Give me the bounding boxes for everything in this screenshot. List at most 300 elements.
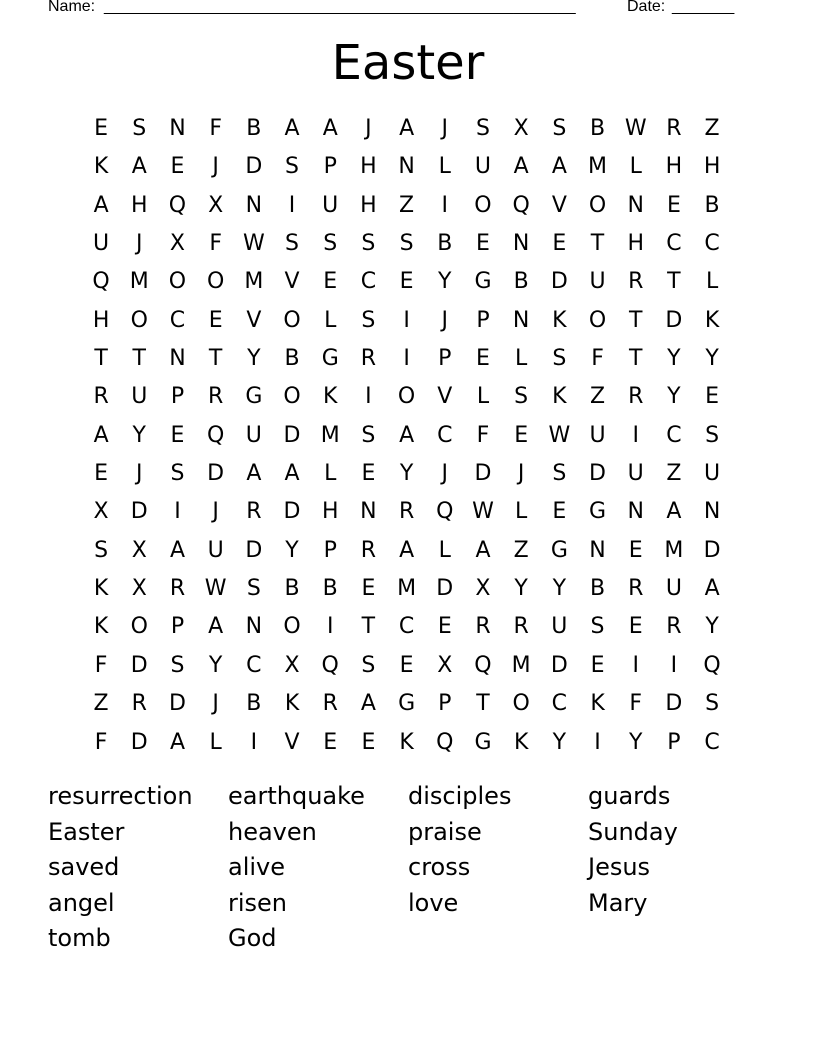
grid-letter: S <box>705 691 720 717</box>
grid-letter: U <box>704 461 721 487</box>
grid-letter: G <box>474 729 492 755</box>
grid-letter: E <box>514 422 529 448</box>
grid-row <box>82 724 732 762</box>
grid-letter: I <box>670 652 678 678</box>
grid-letter: A <box>360 691 376 717</box>
grid-letter: E <box>437 614 452 640</box>
grid-letter: R <box>398 499 415 525</box>
word-list-item: praise <box>408 817 482 846</box>
grid-row <box>82 378 732 416</box>
grid-letter: K <box>93 614 109 640</box>
grid-letter: F <box>209 116 222 141</box>
grid-letter: O <box>130 614 148 640</box>
grid-row <box>82 608 732 646</box>
grid-letter: T <box>628 346 643 372</box>
grid-letter: M <box>588 154 608 180</box>
grid-letter: G <box>398 691 416 717</box>
grid-letter: A <box>208 614 224 640</box>
grid-letter: A <box>169 729 185 755</box>
grid-row <box>82 455 732 493</box>
grid-letter: T <box>628 307 643 333</box>
grid-letter: H <box>665 154 683 180</box>
word-list-item: love <box>408 888 459 917</box>
grid-letter: G <box>245 384 263 410</box>
grid-letter: J <box>517 461 525 487</box>
grid-letter: O <box>588 192 607 218</box>
grid-letter: K <box>93 576 109 602</box>
grid-letter: J <box>212 499 219 525</box>
grid-letter: U <box>322 192 339 218</box>
word-list-item: resurrection <box>48 782 193 810</box>
grid-letter: W <box>242 231 265 257</box>
grid-row <box>82 532 732 570</box>
grid-letter: Y <box>285 537 299 563</box>
grid-letter: D <box>436 576 454 602</box>
grid-letter: P <box>476 307 490 333</box>
grid-letter: X <box>437 652 453 678</box>
grid-letter: C <box>704 231 720 257</box>
grid-letter: A <box>513 154 529 180</box>
grid-letter: J <box>441 116 449 141</box>
grid-letter: U <box>207 537 224 563</box>
grid-letter: C <box>246 652 262 678</box>
grid-letter: G <box>589 499 607 525</box>
grid-letter: E <box>399 652 414 678</box>
grid-letter: U <box>551 614 568 640</box>
grid-letter: U <box>93 231 110 257</box>
grid-letter: R <box>169 576 186 602</box>
grid-letter: X <box>169 231 185 257</box>
grid-letter: X <box>513 116 529 141</box>
grid-letter: I <box>365 384 372 410</box>
grid-letter: O <box>474 192 492 218</box>
grid-letter: D <box>703 537 721 563</box>
grid-letter: S <box>323 231 338 257</box>
grid-letter: A <box>475 537 491 563</box>
grid-letter: T <box>208 346 223 372</box>
grid-letter: E <box>590 652 605 678</box>
grid-letter: H <box>360 154 377 180</box>
grid-row <box>82 187 732 225</box>
grid-letter: L <box>209 729 222 755</box>
grid-letter: F <box>591 346 604 372</box>
grid-letter: T <box>667 269 681 295</box>
grid-letter: A <box>666 499 682 525</box>
grid-letter: Y <box>552 729 567 755</box>
grid-letter: A <box>399 116 415 141</box>
grid-letter: L <box>438 154 451 180</box>
grid-letter: M <box>320 422 340 448</box>
grid-letter: N <box>169 346 186 372</box>
grid-letter: Q <box>168 192 187 218</box>
grid-letter: E <box>170 422 185 448</box>
grid-letter: L <box>515 499 528 525</box>
grid-letter: T <box>590 231 605 257</box>
grid-letter: S <box>132 116 147 141</box>
grid-letter: B <box>322 576 338 602</box>
grid-row <box>82 340 732 378</box>
grid-letter: E <box>666 192 681 218</box>
grid-letter: U <box>589 269 606 295</box>
grid-letter: M <box>244 269 264 295</box>
grid-letter: H <box>92 307 110 333</box>
grid-letter: L <box>629 154 642 180</box>
grid-letter: O <box>512 691 530 717</box>
grid-letter: O <box>206 269 225 295</box>
grid-letter: P <box>170 384 185 410</box>
grid-letter: P <box>438 346 452 372</box>
grid-letter: Y <box>667 384 681 410</box>
grid-letter: W <box>204 576 227 602</box>
grid-letter: W <box>472 499 494 525</box>
word-list-row <box>48 850 768 886</box>
grid-letter: J <box>441 307 449 333</box>
grid-letter: R <box>628 576 644 602</box>
grid-letter: N <box>398 154 415 180</box>
grid-letter: A <box>551 154 567 180</box>
grid-letter: A <box>131 154 147 180</box>
grid-letter: I <box>326 614 334 640</box>
grid-letter: V <box>551 192 567 218</box>
grid-letter: R <box>666 116 682 141</box>
grid-letter: A <box>93 422 109 448</box>
grid-letter: U <box>627 461 644 487</box>
grid-letter: Z <box>704 116 720 141</box>
grid-letter: A <box>169 537 185 563</box>
grid-letter: N <box>169 116 186 141</box>
grid-letter: E <box>94 461 109 487</box>
grid-letter: S <box>246 576 261 602</box>
date-label: Date: <box>627 0 666 15</box>
grid-letter: U <box>474 154 492 180</box>
grid-letter: J <box>212 154 219 180</box>
grid-letter: S <box>705 422 720 448</box>
grid-letter: J <box>136 231 143 257</box>
grid-row <box>82 302 732 340</box>
grid-letter: Y <box>705 346 719 372</box>
grid-letter: U <box>665 576 682 602</box>
grid-letter: B <box>284 576 300 602</box>
grid-letter: V <box>284 729 300 755</box>
grid-letter: O <box>168 269 187 295</box>
grid-letter: R <box>628 269 644 295</box>
grid-letter: M <box>511 652 531 678</box>
grid-letter: L <box>705 269 719 295</box>
word-list-item: Easter <box>48 817 125 846</box>
grid-letter: E <box>705 384 720 410</box>
grid-letter: X <box>93 499 109 525</box>
word-list-row <box>48 886 768 922</box>
grid-letter: R <box>628 384 644 410</box>
grid-letter: D <box>283 499 301 525</box>
word-list-row <box>48 921 768 957</box>
grid-letter: D <box>665 691 683 717</box>
grid-letter: R <box>246 499 262 525</box>
page-title: Easter <box>331 35 485 91</box>
grid-letter: L <box>438 537 451 563</box>
grid-letter: M <box>397 576 417 602</box>
grid-row <box>82 417 732 455</box>
grid-letter: K <box>590 691 605 717</box>
grid-letter: S <box>94 537 109 563</box>
grid-letter: B <box>246 116 262 141</box>
grid-letter: R <box>475 614 491 640</box>
grid-letter: C <box>437 422 453 448</box>
grid-letter: E <box>552 231 567 257</box>
grid-letter: H <box>627 231 644 257</box>
grid-letter: S <box>285 231 300 257</box>
grid-letter: N <box>627 192 644 218</box>
grid-letter: B <box>437 231 453 257</box>
grid-letter: K <box>399 729 414 755</box>
grid-letter: N <box>512 231 530 257</box>
grid-letter: X <box>131 537 147 563</box>
grid-letter: S <box>590 614 605 640</box>
grid-row <box>82 148 732 186</box>
grid-letter: K <box>93 154 109 180</box>
grid-letter: S <box>170 461 185 487</box>
word-list-item: saved <box>48 853 120 881</box>
grid-letter: D <box>474 461 492 487</box>
grid-letter: E <box>323 269 338 295</box>
word-list-item: God <box>228 924 277 952</box>
grid-letter: A <box>246 461 262 487</box>
grid-letter: Q <box>703 652 721 678</box>
grid-letter: I <box>632 422 639 448</box>
grid-letter: R <box>513 614 529 640</box>
grid-letter: D <box>245 537 263 563</box>
grid-letter: M <box>664 537 684 563</box>
grid-letter: D <box>245 154 263 180</box>
grid-letter: W <box>548 422 571 448</box>
grid-letter: N <box>360 499 377 525</box>
grid-letter: P <box>170 614 185 640</box>
grid-letter: N <box>245 614 263 640</box>
grid-letter: K <box>323 384 338 410</box>
grid-row <box>82 647 732 685</box>
grid-letter: T <box>132 346 146 372</box>
grid-letter: I <box>632 652 639 678</box>
grid-letter: E <box>170 154 185 180</box>
grid-letter: E <box>323 729 338 755</box>
grid-letter: U <box>589 422 606 448</box>
grid-letter: S <box>361 422 376 448</box>
grid-letter: N <box>703 499 721 525</box>
grid-letter: C <box>666 422 682 448</box>
grid-letter: C <box>360 269 377 295</box>
grid-letter: H <box>321 499 339 525</box>
grid-letter: S <box>475 116 490 141</box>
grid-letter: F <box>629 691 643 717</box>
grid-letter: Y <box>667 346 681 372</box>
grid-row <box>82 570 732 608</box>
grid-letter: Y <box>132 422 146 448</box>
grid-letter: X <box>208 192 224 218</box>
grid-letter: E <box>94 116 109 141</box>
grid-letter: D <box>550 652 568 678</box>
word-list-item: disciples <box>408 782 512 810</box>
grid-letter: T <box>476 691 490 717</box>
grid-letter: A <box>284 116 300 141</box>
grid-letter: N <box>627 499 644 525</box>
grid-letter: F <box>476 422 490 448</box>
grid-letter: X <box>131 576 147 602</box>
grid-letter: J <box>212 691 219 717</box>
grid-row <box>82 225 732 263</box>
grid-letter: N <box>245 192 263 218</box>
grid-letter: E <box>476 346 490 372</box>
grid-letter: E <box>399 269 414 295</box>
grid-letter: B <box>246 691 262 717</box>
word-list-item: Jesus <box>588 853 651 881</box>
grid-letter: E <box>361 461 376 487</box>
grid-letter: U <box>131 384 148 410</box>
grid-letter: N <box>512 307 530 333</box>
grid-letter: Y <box>514 576 528 602</box>
grid-letter: I <box>594 729 601 755</box>
grid-letter: Z <box>399 192 415 218</box>
grid-letter: D <box>130 729 148 755</box>
grid-letter: F <box>209 231 222 257</box>
grid-letter: S <box>361 307 376 333</box>
grid-letter: K <box>552 307 567 333</box>
grid-letter: G <box>321 346 339 372</box>
grid-letter: J <box>441 461 449 487</box>
grid-letter: X <box>284 652 300 678</box>
grid-letter: C <box>704 729 720 755</box>
grid-letter: Z <box>513 537 529 563</box>
grid-letter: E <box>552 499 567 525</box>
grid-letter: I <box>174 499 181 525</box>
grid-row <box>82 493 732 531</box>
grid-letter: E <box>476 231 490 257</box>
grid-letter: K <box>704 307 720 333</box>
grid-letter: S <box>552 461 567 487</box>
grid-letter: S <box>361 652 376 678</box>
grid-letter: Z <box>93 691 109 717</box>
grid-letter: U <box>245 422 262 448</box>
word-list-item: earthquake <box>228 782 365 810</box>
word-list-item: Mary <box>588 888 648 917</box>
word-list-item: guards <box>588 782 671 810</box>
grid-letter: Q <box>436 729 454 755</box>
grid-letter: J <box>136 461 143 487</box>
name-label: Name: <box>48 0 96 15</box>
grid-letter: I <box>441 192 449 218</box>
letter-grid <box>82 110 732 762</box>
grid-letter: J <box>365 116 372 141</box>
grid-letter: P <box>323 154 337 180</box>
grid-letter: M <box>129 269 149 295</box>
grid-letter: O <box>283 384 301 410</box>
grid-letter: Q <box>92 269 110 295</box>
grid-letter: C <box>398 614 415 640</box>
grid-letter: F <box>94 729 108 755</box>
grid-letter: T <box>94 346 108 372</box>
grid-letter: K <box>284 691 300 717</box>
grid-letter: Y <box>628 729 643 755</box>
grid-letter: S <box>361 231 376 257</box>
grid-letter: L <box>515 346 528 372</box>
grid-letter: C <box>169 307 186 333</box>
grid-letter: E <box>361 729 376 755</box>
grid-row <box>82 263 732 301</box>
grid-letter: X <box>475 576 491 602</box>
name-blank-line: _____________________________________________________ <box>104 0 576 15</box>
word-list-item: heaven <box>228 817 317 846</box>
word-list-item: cross <box>408 853 471 881</box>
grid-letter: Z <box>666 461 682 487</box>
grid-letter: A <box>704 576 720 602</box>
grid-letter: Q <box>321 652 339 678</box>
grid-letter: B <box>284 346 300 372</box>
grid-letter: R <box>208 384 224 410</box>
grid-letter: I <box>403 346 410 372</box>
grid-letter: O <box>283 614 301 640</box>
grid-letter: Q <box>436 499 454 525</box>
grid-letter: D <box>207 461 225 487</box>
grid-letter: Q <box>512 192 530 218</box>
grid-letter: L <box>324 307 337 333</box>
grid-letter: Y <box>552 576 567 602</box>
grid-letter: C <box>666 231 682 257</box>
grid-row <box>82 685 732 723</box>
grid-letter: H <box>360 192 377 218</box>
grid-letter: D <box>130 499 148 525</box>
word-list-item: Sunday <box>588 817 678 846</box>
grid-letter: O <box>283 307 301 333</box>
grid-letter: V <box>284 269 300 295</box>
grid-letter: N <box>589 537 606 563</box>
grid-letter: E <box>208 307 223 333</box>
grid-letter: P <box>323 537 337 563</box>
grid-letter: I <box>403 307 410 333</box>
date-blank-line: _______ <box>672 0 735 15</box>
grid-letter: H <box>131 192 148 218</box>
grid-letter: S <box>285 154 300 180</box>
grid-letter: Y <box>438 269 452 295</box>
word-list <box>48 779 768 957</box>
grid-letter: I <box>288 192 296 218</box>
grid-letter: A <box>399 537 415 563</box>
grid-letter: C <box>551 691 568 717</box>
grid-row <box>82 110 732 148</box>
word-list-item: risen <box>228 888 288 917</box>
grid-letter: O <box>588 307 607 333</box>
grid-letter: W <box>624 116 647 141</box>
grid-letter: P <box>667 729 681 755</box>
grid-letter: D <box>665 307 683 333</box>
grid-letter: E <box>628 614 643 640</box>
grid-letter: L <box>324 461 337 487</box>
grid-letter: D <box>589 461 606 487</box>
grid-letter: S <box>170 652 185 678</box>
grid-letter: R <box>322 691 338 717</box>
grid-letter: R <box>360 346 377 372</box>
word-list-row <box>48 815 768 851</box>
grid-letter: B <box>589 116 606 141</box>
grid-letter: O <box>397 384 416 410</box>
grid-letter: R <box>93 384 109 410</box>
grid-letter: O <box>130 307 148 333</box>
grid-letter: H <box>703 154 721 180</box>
grid-letter: B <box>513 269 529 295</box>
grid-letter: D <box>283 422 301 448</box>
grid-letter: V <box>246 307 262 333</box>
grid-letter: A <box>399 422 415 448</box>
grid-letter: I <box>250 729 258 755</box>
grid-letter: L <box>476 384 490 410</box>
